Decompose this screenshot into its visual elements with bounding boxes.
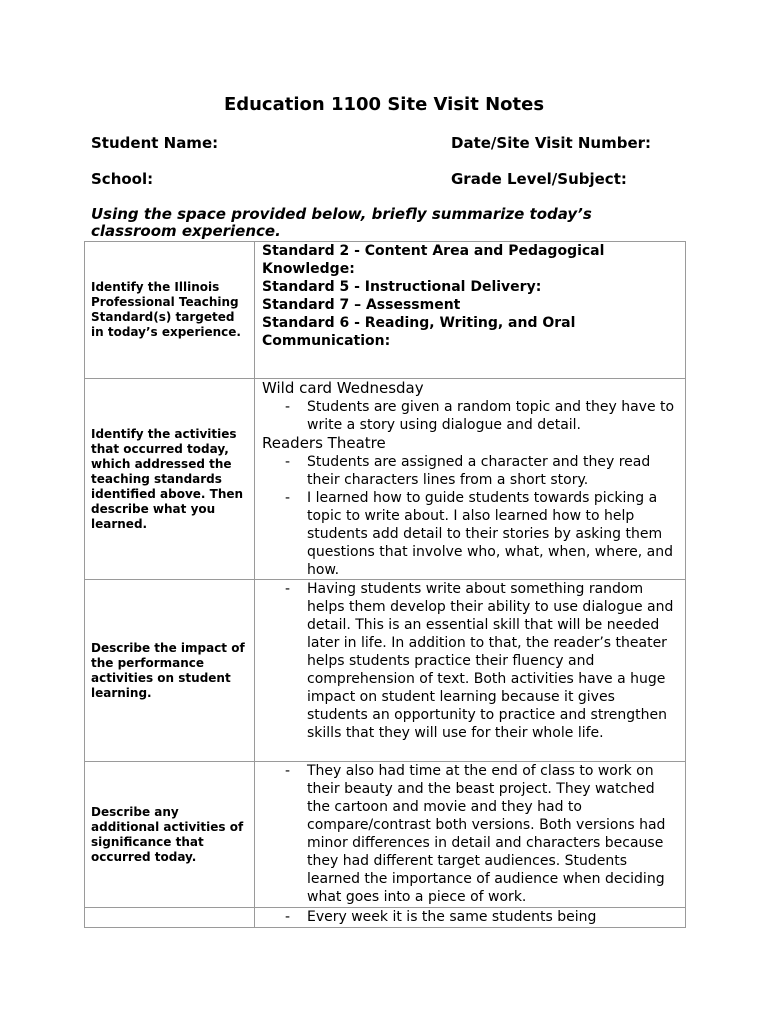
question-cell: Identify the Illinois Professional Teaching Standard(s) targeted in today’s experience.: [85, 242, 255, 379]
question-cell: Describe any additional activities of significance that occurred today.: [85, 762, 255, 908]
impact-list: [262, 580, 679, 742]
standard-item: Standard 7 – Assessment: [262, 297, 461, 313]
activity-list: [262, 398, 679, 434]
question-cell: [85, 908, 255, 928]
standards-cell: [255, 242, 686, 379]
document-title: Education 1100 Site Visit Notes: [223, 94, 545, 115]
student-name-label: Student Name:: [91, 134, 219, 152]
school-label: School:: [91, 170, 154, 188]
date-visit-label: Date/Site Visit Number:: [451, 134, 652, 152]
question-cell: Identify the activities that occurred today, which addressed the teaching standards identified above. Then describe what you learned.: [85, 379, 255, 580]
list-item: - Students are given a random topic and they have to write a story using dialogue and detail.: [307, 398, 679, 434]
table-row: [85, 379, 686, 580]
additional-cell: [255, 762, 686, 908]
activities-cell: [255, 379, 686, 580]
list-item: - Having students write about something random helps them develop their ability to use dialogue and detail. This is an essential skill that will be needed later in life. In addition to that, the reader’s theater helps students practice their fluency and comprehension of text. Both activities have a huge impact on student learning because it gives students an opportunity to practice and strengthen skills that they will use for their whole life.: [307, 580, 679, 742]
activity-heading: Wild card Wednesday: [262, 379, 424, 397]
list-item: - They also had time at the end of class to work on their beauty and the beast project. They watched the cartoon and movie and they had to compare/contrast both versions. Both versions had minor differences in detail and characters because they had different target audiences. Students learned the importance of audience when deciding what goes into a piece of work.: [307, 762, 679, 906]
activity-list: [262, 453, 679, 579]
impact-cell: [255, 580, 686, 762]
grade-subject-label: Grade Level/Subject:: [451, 170, 627, 188]
standard-item: Standard 2 - Content Area and Pedagogical Knowledge:: [262, 243, 605, 277]
question-cell: Describe the impact of the performance activities on student learning.: [85, 580, 255, 762]
table-row: [85, 242, 686, 379]
table-row: [85, 580, 686, 762]
notes-table: [84, 241, 686, 928]
notes-list: [262, 908, 679, 926]
instruction-text: Using the space provided below, briefly summarize today’s classroom experience.: [91, 205, 592, 240]
table-row: [85, 762, 686, 908]
standard-item: Standard 6 - Reading, Writing, and Oral Communication:: [262, 315, 576, 349]
additional-list: [262, 762, 679, 906]
notes-cell: [255, 908, 686, 928]
activity-heading: Readers Theatre: [262, 434, 386, 452]
list-item: - I learned how to guide students towards picking a topic to write about. I also learned how to help students add detail to their stories by asking them questions that involve who, what, when, where, and how.: [307, 489, 679, 579]
list-item: - Students are assigned a character and they read their characters lines from a short story.: [307, 453, 679, 489]
list-item: - Every week it is the same students being: [307, 908, 679, 926]
standard-item: Standard 5 - Instructional Delivery:: [262, 279, 542, 295]
table-row: [85, 908, 686, 928]
